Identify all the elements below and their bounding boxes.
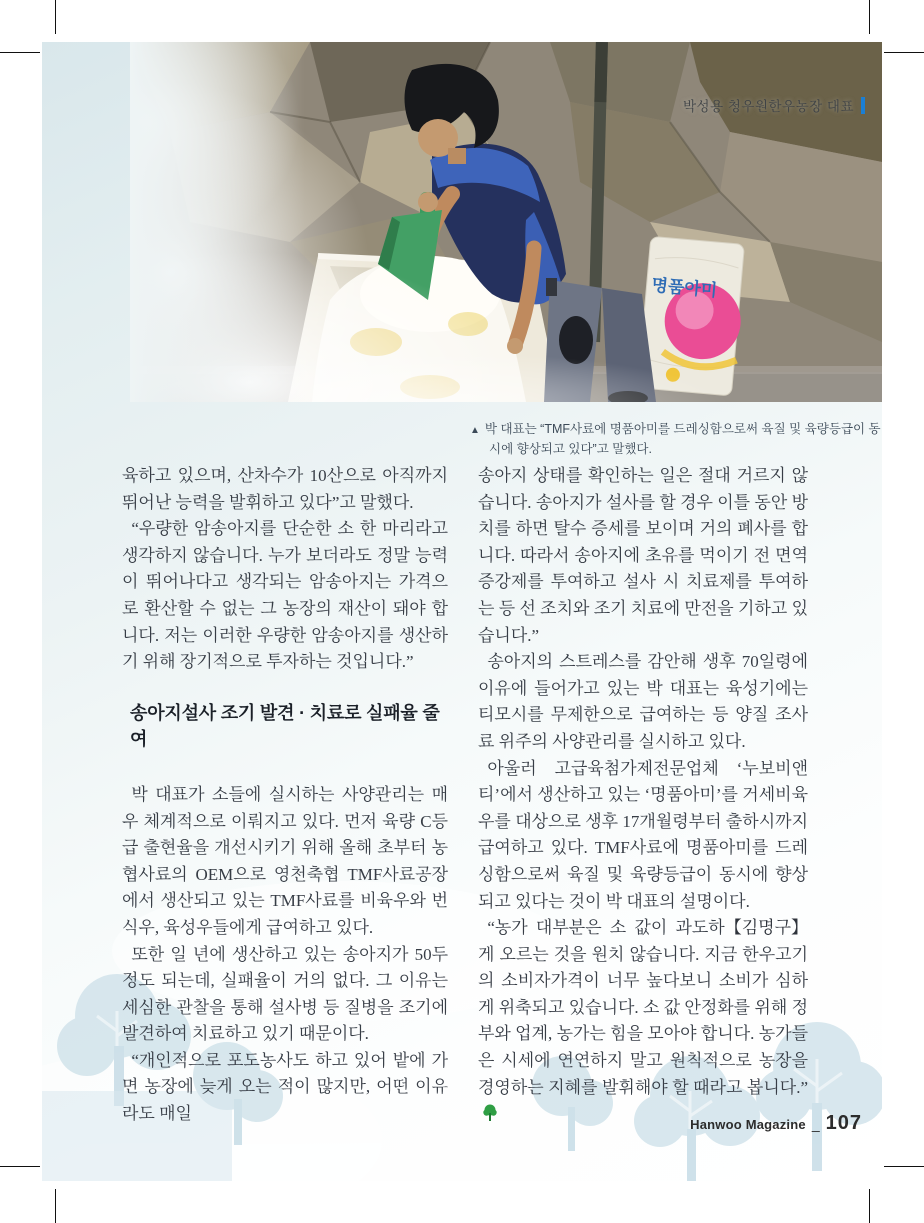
- article-photo: [130, 42, 882, 402]
- crop-mark: [869, 1189, 870, 1223]
- crop-mark: [55, 0, 56, 34]
- photo-overlay-title: [683, 95, 865, 115]
- section-heading: 송아지설사 조기 발견 · 치료로 실패율 줄여: [130, 702, 440, 750]
- paragraph: 박 대표가 소들에 실시하는 사양관리는 매우 체계적으로 이뤄지고 있다. 먼저 육량 C등급 출현율을 개선시키기 위해 올해 초부터 농협사료의 OEM으로 영천축협 TMF사료공장에서 생산되고 있는 TMF사료를 비육우와 번식우, 육성우들에게 급여하고 있다.: [122, 784, 448, 937]
- column-left: [122, 463, 448, 1128]
- footer-separator: _: [811, 1116, 820, 1132]
- crop-mark: [0, 1166, 40, 1167]
- paragraph: “우량한 암송아지를 단순한 소 한 마리라고 생각하지 않습니다. 누가 보더라도 정말 능력이 뛰어나다고 생각되는 암송아지는 가격으로 환산할 수 없는 그 농장의 재산이 돼야 합니다. 저는 이러한 우량한 암송아지를 생산하기 위해 장기적으로 투자하는 것입니다.”: [122, 519, 448, 672]
- text-block: [122, 782, 448, 1128]
- paragraph: “개인적으로 포도농사도 하고 있어 밭에 가면 농장에 늦게 오는 적이 많지만, 어떤 이유라도 매일: [122, 1050, 448, 1124]
- tree-end-icon: [483, 1104, 497, 1121]
- crop-mark: [884, 1166, 924, 1167]
- byline: 【김명구】: [724, 918, 808, 938]
- paragraph: 육하고 있으며, 산차수가 10산으로 아직까지 뛰어난 능력을 발휘하고 있다”고 말했다.: [122, 466, 448, 512]
- caption-text: 박 대표는 “TMF사료에 명품아미를 드레싱함으로써 육질 및 육량등급이 동시에 향상되고 있다”고 말했다.: [484, 421, 881, 456]
- title-accent-bar: [861, 97, 865, 114]
- caption-marker: ▲: [470, 424, 480, 436]
- knee-pad: [559, 316, 593, 364]
- text-block: [122, 463, 448, 676]
- photo-caption: [470, 420, 882, 458]
- text-block: [478, 463, 808, 915]
- crop-mark: [884, 52, 924, 53]
- crop-mark: [55, 1189, 56, 1223]
- page-number: 107: [825, 1112, 862, 1134]
- article-columns: [122, 463, 808, 1128]
- overlay-title-text: 박성용 청우원한우농장 대표: [683, 99, 854, 114]
- magazine-page: [42, 42, 882, 1181]
- paragraph: 아울러 고급육첨가제전문업체 ‘누보비앤티’에서 생산하고 있는 ‘명품아미’를 거세비육우를 대상으로 생후 17개월령부터 출하시까지 급여하고 있다. TMF사료에 명품아미를 드레싱함으로써 육질 및 육량등급이 동시에 향상되고 있다는 것이 박 대표의 설명이다.: [478, 758, 808, 911]
- paragraph: 송아지의 스트레스를 감안해 생후 70일령에 이유에 들어가고 있는 박 대표는 육성기에는 티모시를 무제한으로 급여하는 등 양질 조사료 위주의 사양관리를 실시하고 있다.: [478, 652, 808, 751]
- column-right: [478, 463, 808, 1128]
- paragraph: 또한 일 년에 생산하고 있는 송아지가 50두정도 되는데, 실패율이 거의 없다. 그 이유는 세심한 관찰을 통해 설사병 등 질병을 조기에 발견하여 치료하고 있기 때문이다.: [122, 944, 448, 1044]
- paragraph: [478, 915, 808, 1128]
- crop-mark: [0, 52, 40, 53]
- paragraph: 송아지 상태를 확인하는 일은 절대 거르지 않습니다. 송아지가 설사를 할 경우 이틀 동안 방치를 하면 탈수 증세를 보이며 거의 폐사를 합니다. 따라서 송아지에 초유를 먹이기 전 면역증강제를 투여하고 설사 시 치료제를 투여하는 등 선 조치와 조기 치료에 만전을 기하고 있습니다.”: [478, 466, 808, 645]
- crop-mark: [869, 0, 870, 34]
- magazine-name: Hanwoo Magazine: [690, 1117, 806, 1132]
- page-footer: [690, 1112, 862, 1135]
- last-paragraph-text: “농가 대부분은 소 값이 과도하게 오르는 것을 원치 않습니다. 지금 한우고기의 소비자가격이 너무 높다보니 소비가 심하게 위축되고 있습니다. 소 값 안정화를 위해 정부와 업계, 농가는 힘을 모아야 합니다. 농가들은 시세에 연연하지 말고 원칙적으로 농장을 경영하는 지혜를 발휘해야 할 때라고 봅니다.”: [478, 918, 808, 1097]
- bag-brand-label: 명품아미: [650, 275, 718, 301]
